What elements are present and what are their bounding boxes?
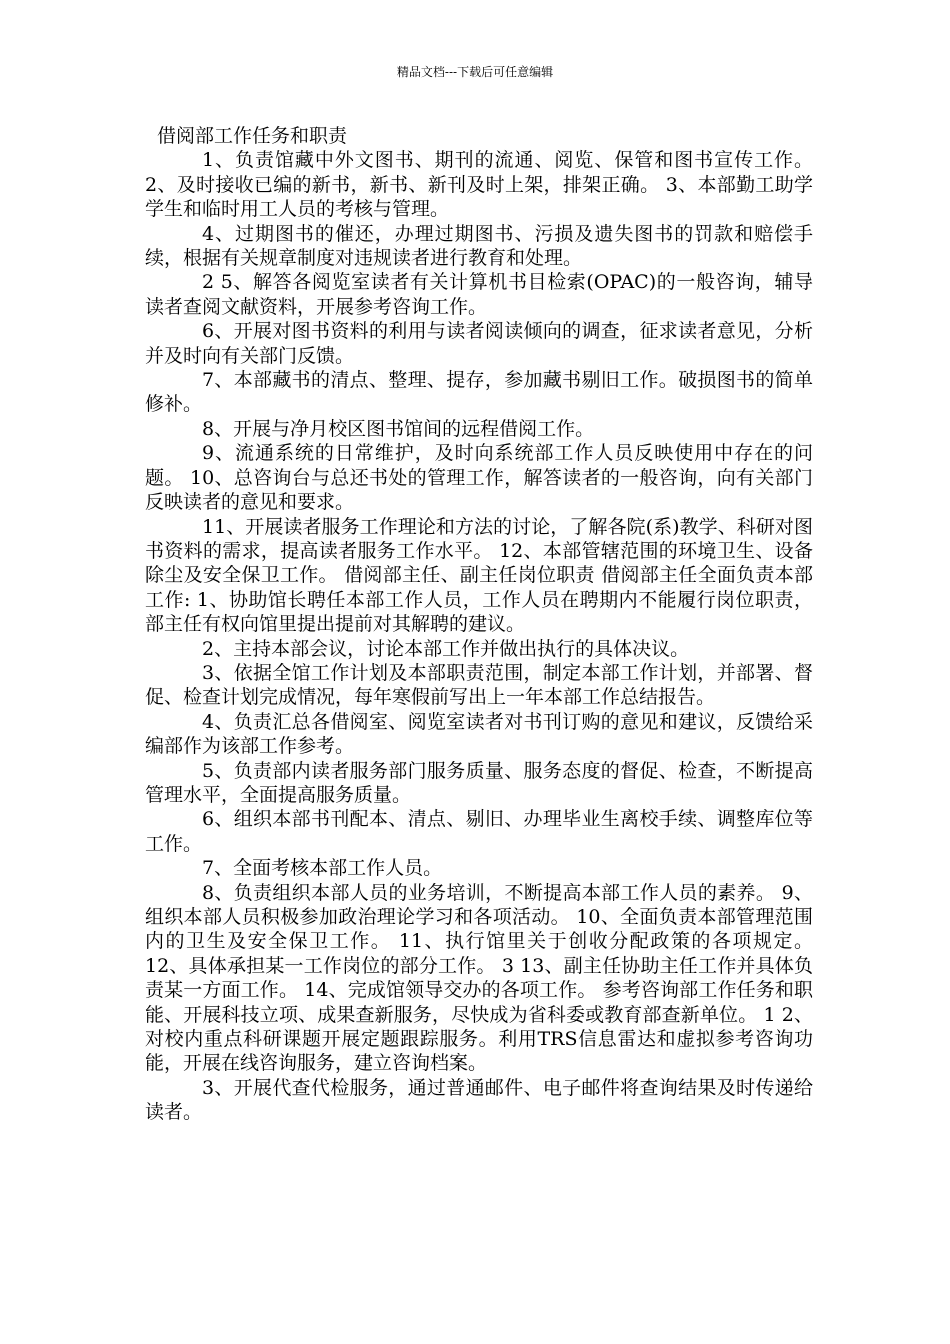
page-header: 精品文档---下载后可任意编辑	[396, 65, 554, 79]
paragraph: 2、主持本部会议，讨论本部工作并做出执行的具体决议。	[202, 637, 690, 660]
paragraph: 3、依据全馆工作计划及本部职责范围，制定本部工作计划，并部署、督促、检查计划完成情况，每年寒假前写出上一年本部工作总结报告。	[145, 661, 813, 709]
paragraph: 8、开展与净月校区图书馆间的远程借阅工作。	[202, 417, 595, 440]
paragraph: 7、全面考核本部工作人员。	[202, 857, 443, 880]
paragraph: 4、负责汇总各借阅室、阅览室读者对书刊订购的意见和建议，反馈给采编部作为该部工作参考。	[145, 710, 813, 758]
paragraph: 11、开展读者服务工作理论和方法的讨论，了解各院(系)教学、科研对图书资料的需求，提高读者服务工作水平。 12、本部管辖范围的环境卫生、设备除尘及安全保卫工作。 借阅部主任、副主任岗位职责 借阅部主任全面负责本部工作: 1、协助馆长聘任本部工作人员，工作人员在聘期内不能履行岗位职责，部主任有权向馆里提出提前对其解聘的建议。	[145, 515, 813, 636]
paragraph: 1、负责馆藏中外文图书、期刊的流通、阅览、保管和图书宣传工作。 2、及时接收已编的新书，新书、新刊及时上架，排架正确。 3、本部勤工助学学生和临时用工人员的考核与管理。	[145, 149, 813, 221]
paragraph: 6、组织本部书刊配本、清点、剔旧、办理毕业生离校手续、调整库位等工作。	[145, 808, 813, 855]
paragraph: 2 5、解答各阅览室读者有关计算机书目检索(OPAC)的一般咨询，辅导读者查阅文献资料，开展参考咨询工作。	[145, 271, 813, 318]
paragraph: 8、负责组织本部人员的业务培训，不断提高本部工作人员的素养。 9、组织本部人员积极参加政治理论学习和各项活动。 10、全面负责本部管理范围内的卫生及安全保卫工作。 11、执行馆里关于创收分配政策的各项规定。 12、具体承担某一工作岗位的部分工作。 3 13、副主任协助主任工作并具体负责某一方面工作。 14、完成馆领导交办的各项工作。 参考咨询部工作任务和职能、开展科技立项、成果查新服务，尽快成为省科委或教育部查新单位。 1 2、对校内重点科研课题开展定题跟踪服务。利用TRS信息雷达和虚拟参考咨询功能，开展在线咨询服务，建立咨询档案。	[145, 881, 813, 1075]
document-title: 借阅部工作任务和职责	[157, 125, 348, 147]
paragraph: 6、开展对图书资料的利用与读者阅读倾向的调查，征求读者意见，分析并及时向有关部门反馈。	[145, 320, 813, 367]
paragraph: 3、开展代查代检服务，通过普通邮件、电子邮件将查询结果及时传递给读者。	[145, 1076, 813, 1124]
paragraph: 5、负责部内读者服务部门服务质量、服务态度的督促、检查，不断提高管理水平，全面提高服务质量。	[145, 759, 813, 806]
paragraph: 4、过期图书的催还，办理过期图书、污损及遗失图书的罚款和赔偿手续，根据有关规章制度对违规读者进行教育和处理。	[145, 222, 813, 270]
document-body	[145, 124, 813, 1125]
paragraph: 9、流通系统的日常维护，及时向系统部工作人员反映使用中存在的问题。 10、总咨询台与总还书处的管理工作，解答读者的一般咨询，向有关部门反映读者的意见和要求。	[145, 442, 813, 514]
paragraph: 7、本部藏书的清点、整理、提存，参加藏书剔旧工作。破损图书的简单修补。	[145, 369, 813, 416]
